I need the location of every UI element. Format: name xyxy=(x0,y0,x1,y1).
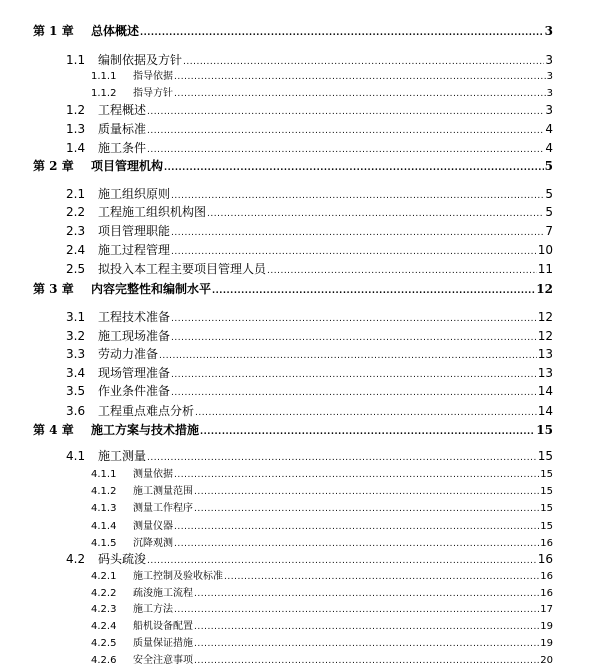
toc-entry-title: 质量标准 xyxy=(98,122,147,136)
toc-entry-title: 作业条件准备 xyxy=(98,384,171,398)
toc-page-number: 16 xyxy=(540,538,553,549)
toc-entry-title: 总体概述 xyxy=(91,24,140,38)
toc-entry-number: 4.2.4 xyxy=(91,621,117,632)
toc-entry-number: 2.1 xyxy=(66,187,86,201)
toc-page-number: 15 xyxy=(540,486,553,497)
toc-leader-dots xyxy=(171,388,537,398)
toc-page-number: 5 xyxy=(545,205,553,219)
toc-leader-dots xyxy=(171,333,537,343)
toc-entry-title: 劳动力准备 xyxy=(98,347,159,361)
toc-entry-number: 4.1.1 xyxy=(91,469,117,480)
toc-entry-number: 2.4 xyxy=(66,243,86,257)
toc-leader-dots xyxy=(159,351,537,361)
toc-leader-dots xyxy=(147,453,537,463)
toc-section-entry[interactable] xyxy=(66,402,553,419)
toc-entry-title: 码头疏浚 xyxy=(98,552,147,566)
toc-leader-dots xyxy=(171,191,544,201)
toc-entry-title: 施工过程管理 xyxy=(98,243,171,257)
toc-entry-title: 疏浚施工流程 xyxy=(133,588,193,599)
toc-page-number: 10 xyxy=(537,243,553,257)
toc-subsection-entry[interactable] xyxy=(91,517,553,532)
toc-section-entry[interactable] xyxy=(66,327,553,344)
toc-entry-number: 4.2.5 xyxy=(91,638,117,649)
toc-chapter-entry[interactable] xyxy=(33,157,553,174)
toc-entry-title: 施工测量 xyxy=(98,449,147,463)
toc-chapter-entry[interactable] xyxy=(33,421,553,438)
toc-page-number: 15 xyxy=(540,503,553,514)
toc-leader-dots xyxy=(200,427,535,437)
toc-subsection-entry[interactable] xyxy=(91,67,553,82)
toc-entry-number: 1.2 xyxy=(66,103,86,117)
toc-leader-dots xyxy=(267,266,537,276)
toc-leader-dots xyxy=(147,107,544,117)
toc-leader-dots xyxy=(194,504,539,514)
toc-section-entry[interactable] xyxy=(66,51,553,68)
toc-entry-number: 第 4 章 xyxy=(33,423,74,437)
toc-entry-number: 4.2.6 xyxy=(91,655,117,666)
toc-entry-title: 质量保证措施 xyxy=(133,638,193,649)
toc-leader-dots xyxy=(140,28,544,38)
toc-entry-number: 2.5 xyxy=(66,262,86,276)
toc-entry-number: 4.1.4 xyxy=(91,521,117,532)
toc-section-entry[interactable] xyxy=(66,345,553,362)
toc-entry-title: 施工条件 xyxy=(98,141,147,155)
toc-entry-title: 指导方针 xyxy=(133,88,173,99)
toc-page-number: 3 xyxy=(545,53,553,67)
toc-entry-title: 工程技术准备 xyxy=(98,310,171,324)
toc-subsection-entry[interactable] xyxy=(91,84,553,99)
toc-leader-dots xyxy=(207,209,544,219)
toc-leader-dots xyxy=(171,247,537,257)
toc-section-entry[interactable] xyxy=(66,101,553,118)
toc-entry-title: 测量仪器 xyxy=(133,521,173,532)
toc-subsection-entry[interactable] xyxy=(91,482,553,497)
toc-page-number: 17 xyxy=(540,604,553,615)
toc-page-number: 16 xyxy=(537,552,553,566)
toc-section-entry[interactable] xyxy=(66,203,553,220)
toc-leader-dots xyxy=(224,572,539,582)
toc-leader-dots xyxy=(174,539,539,549)
toc-page-number: 14 xyxy=(537,404,553,418)
toc-entry-number: 3.2 xyxy=(66,329,86,343)
toc-section-entry[interactable] xyxy=(66,364,553,381)
toc-chapter-entry[interactable] xyxy=(33,280,553,297)
toc-page-number: 14 xyxy=(537,384,553,398)
toc-entry-number: 3.1 xyxy=(66,310,86,324)
toc-entry-number: 4.1.5 xyxy=(91,538,117,549)
toc-entry-number: 第 1 章 xyxy=(33,24,74,38)
toc-section-entry[interactable] xyxy=(66,308,553,325)
toc-entry-title: 沉降观测 xyxy=(133,538,173,549)
toc-section-entry[interactable] xyxy=(66,222,553,239)
toc-leader-dots xyxy=(171,228,544,238)
toc-entry-title: 编制依据及方针 xyxy=(98,53,183,67)
toc-subsection-entry[interactable] xyxy=(91,600,553,615)
toc-page-number: 19 xyxy=(540,638,553,649)
toc-page-number: 3 xyxy=(546,71,553,82)
toc-entry-title: 现场管理准备 xyxy=(98,366,171,380)
toc-subsection-entry[interactable] xyxy=(91,499,553,514)
toc-subsection-entry[interactable] xyxy=(91,465,553,480)
toc-leader-dots xyxy=(194,589,539,599)
toc-section-entry[interactable] xyxy=(66,139,553,156)
toc-section-entry[interactable] xyxy=(66,241,553,258)
toc-entry-title: 施工现场准备 xyxy=(98,329,171,343)
toc-leader-dots xyxy=(174,605,539,615)
toc-entry-title: 施工组织原则 xyxy=(98,187,171,201)
toc-entry-number: 1.4 xyxy=(66,141,86,155)
toc-entry-number: 4.2.2 xyxy=(91,588,117,599)
toc-leader-dots xyxy=(171,370,537,380)
toc-page-number: 7 xyxy=(545,224,553,238)
toc-page-number: 5 xyxy=(544,159,553,173)
toc-leader-dots xyxy=(174,72,546,82)
toc-page-number: 15 xyxy=(536,423,553,437)
toc-entry-title: 项目管理机构 xyxy=(91,159,164,173)
toc-page-number: 12 xyxy=(537,329,553,343)
toc-subsection-entry[interactable] xyxy=(91,567,553,582)
toc-entry-title: 工程重点难点分析 xyxy=(98,404,195,418)
toc-entry-title: 工程概述 xyxy=(98,103,147,117)
toc-entry-title: 工程施工组织机构图 xyxy=(98,205,207,219)
toc-leader-dots xyxy=(174,470,539,480)
toc-leader-dots xyxy=(194,487,539,497)
toc-entry-title: 内容完整性和编制水平 xyxy=(91,282,212,296)
toc-page-number: 15 xyxy=(540,469,553,480)
toc-subsection-entry[interactable] xyxy=(91,534,553,549)
toc-entry-title: 项目管理职能 xyxy=(98,224,171,238)
toc-entry-number: 3.3 xyxy=(66,347,86,361)
toc-page-number: 15 xyxy=(540,521,553,532)
toc-entry-number: 1.3 xyxy=(66,122,86,136)
toc-entry-number: 第 3 章 xyxy=(33,282,74,296)
toc-entry-number: 3.5 xyxy=(66,384,86,398)
toc-section-entry[interactable] xyxy=(66,550,553,567)
toc-entry-number: 2.2 xyxy=(66,205,86,219)
toc-leader-dots xyxy=(164,163,544,173)
toc-subsection-entry[interactable] xyxy=(91,584,553,599)
toc-entry-number: 4.1.3 xyxy=(91,503,117,514)
toc-leader-dots xyxy=(194,639,539,649)
toc-leader-dots xyxy=(147,145,544,155)
toc-entry-number: 3.4 xyxy=(66,366,86,380)
toc-page-number: 11 xyxy=(537,262,553,276)
toc-entry-title: 施工控制及验收标准 xyxy=(133,571,223,582)
toc-leader-dots xyxy=(183,57,544,67)
toc-entry-title: 施工方案与技术措施 xyxy=(91,423,200,437)
toc-entry-title: 测量工作程序 xyxy=(133,503,193,514)
toc-section-entry[interactable] xyxy=(66,382,553,399)
toc-leader-dots xyxy=(194,622,539,632)
toc-entry-number: 1.1 xyxy=(66,53,86,67)
toc-page-number: 12 xyxy=(537,310,553,324)
toc-page-number: 19 xyxy=(540,621,553,632)
toc-subsection-entry[interactable] xyxy=(91,651,553,666)
toc-page-number: 3 xyxy=(545,103,553,117)
toc-page-number: 3 xyxy=(544,24,553,38)
toc-subsection-entry[interactable] xyxy=(91,617,553,632)
toc-section-entry[interactable] xyxy=(66,185,553,202)
toc-page-number: 3 xyxy=(546,88,553,99)
toc-page-number: 4 xyxy=(545,122,553,136)
toc-entry-number: 1.1.2 xyxy=(91,88,117,99)
toc-entry-number: 第 2 章 xyxy=(33,159,74,173)
toc-leader-dots xyxy=(174,522,539,532)
toc-section-entry[interactable] xyxy=(66,447,553,464)
toc-entry-number: 4.2.1 xyxy=(91,571,117,582)
toc-leader-dots xyxy=(195,408,537,418)
toc-entry-number: 1.1.1 xyxy=(91,71,117,82)
toc-page-number: 4 xyxy=(545,141,553,155)
toc-entry-number: 4.1.2 xyxy=(91,486,117,497)
toc-entry-number: 4.1 xyxy=(66,449,86,463)
toc-page-number: 16 xyxy=(540,571,553,582)
toc-leader-dots xyxy=(147,126,544,136)
toc-subsection-entry[interactable] xyxy=(91,634,553,649)
toc-leader-dots xyxy=(174,89,546,99)
toc-entry-title: 拟投入本工程主要项目管理人员 xyxy=(98,262,267,276)
toc-page-number: 16 xyxy=(540,588,553,599)
toc-entry-title: 施工方法 xyxy=(133,604,173,615)
toc-page-number: 12 xyxy=(536,282,553,296)
toc-page-number: 13 xyxy=(537,366,553,380)
toc-entry-title: 测量依据 xyxy=(133,469,173,480)
toc-entry-number: 4.2.3 xyxy=(91,604,117,615)
toc-entry-title: 指导依据 xyxy=(133,71,173,82)
toc-leader-dots xyxy=(212,286,535,296)
toc-section-entry[interactable] xyxy=(66,260,553,277)
toc-page-number: 20 xyxy=(540,655,553,666)
toc-entry-number: 3.6 xyxy=(66,404,86,418)
toc-section-entry[interactable] xyxy=(66,120,553,137)
toc-entry-title: 船机设备配置 xyxy=(133,621,193,632)
toc-entry-number: 4.2 xyxy=(66,552,86,566)
toc-page-number: 13 xyxy=(537,347,553,361)
toc-page-number: 5 xyxy=(545,187,553,201)
toc-leader-dots xyxy=(147,556,537,566)
toc-entry-number: 2.3 xyxy=(66,224,86,238)
toc-entry-title: 安全注意事项 xyxy=(133,655,193,666)
toc-entry-title: 施工测量范围 xyxy=(133,486,193,497)
toc-leader-dots xyxy=(194,656,539,666)
toc-leader-dots xyxy=(171,314,537,324)
toc-page-number: 15 xyxy=(537,449,553,463)
toc-chapter-entry[interactable] xyxy=(33,22,553,39)
